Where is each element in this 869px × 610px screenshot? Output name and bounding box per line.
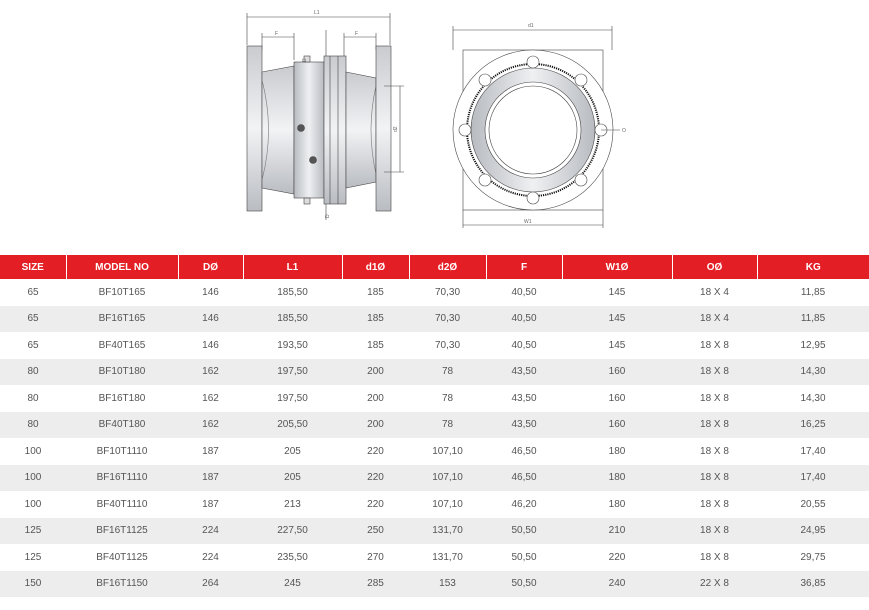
table-cell: 220 [342,465,409,492]
table-cell: BF10T1110 [96,445,148,457]
table-cell: 18 X 8 [672,412,757,439]
table-cell: 65 [0,306,66,333]
table-cell: 146 [202,286,219,298]
table-cell: 220 [367,498,384,510]
table-cell: 18 X 4 [672,306,757,333]
table-cell: 14,30 [800,392,826,404]
table-cell: BF16T1150 [66,571,178,598]
table-cell: BF16T180 [98,392,146,404]
side-view [247,13,404,220]
table-cell: 193,50 [277,339,308,351]
table-cell: 131,70 [409,518,486,545]
dim-f-right: F [355,31,359,37]
table-cell: 46,50 [511,445,537,457]
table-row [0,279,869,306]
table-cell: 18 X 8 [672,359,757,386]
table-cell: 50,50 [486,518,562,545]
table-cell: 36,85 [757,571,869,598]
table-cell: 22 X 8 [672,571,757,598]
table-cell: 153 [409,571,486,598]
table-cell: 70,30 [409,306,486,333]
table-row [0,332,869,359]
table-cell: 210 [562,518,672,545]
table-cell: 235,50 [277,551,308,563]
table-cell: 18 X 8 [700,339,729,351]
table-cell: 240 [562,571,672,598]
table-cell: 14,30 [757,359,869,386]
table-cell: 20,55 [800,498,826,510]
table-cell: 80 [0,359,66,386]
table-cell: 150 [0,571,66,598]
table-cell: 70,30 [434,286,461,298]
table-cell: 80 [27,392,39,404]
table-cell: 224 [202,551,219,563]
table-cell: BF10T180 [66,359,178,386]
table-cell: 18 X 8 [700,551,729,563]
table-cell: 205,50 [243,412,342,439]
table-cell: 18 X 8 [700,392,729,404]
table-cell: 205 [284,445,301,457]
table-cell: 200 [342,412,409,439]
table-cell: 180 [608,498,626,510]
table-cell: 285 [342,571,409,598]
table-cell: 185 [367,339,384,351]
table-row [0,518,869,545]
table-cell: 270 [367,551,384,563]
column-header: L1 [243,255,342,279]
table-cell: 200 [342,359,409,386]
table-cell: 65 [27,286,39,298]
table-cell: 50,50 [486,571,562,598]
table-cell: 213 [284,498,301,510]
table-row [0,491,869,518]
table-cell: 185 [367,286,384,298]
table-cell: 180 [608,445,626,457]
table-row [0,385,869,412]
technical-drawing [0,0,869,250]
table-cell: 185,50 [243,306,342,333]
column-header: MODEL NO [66,255,178,279]
table-row [0,544,869,571]
table-cell: BF16T1125 [66,518,178,545]
table-cell: 264 [178,571,243,598]
dim-w1: W1 [524,219,532,225]
table-cell: 200 [367,392,384,404]
table-cell: 24,95 [757,518,869,545]
spec-table [0,255,869,597]
dim-o: O [622,128,626,134]
table-cell: 145 [608,339,626,351]
table-cell: 17,40 [757,465,869,492]
dim-l1: L1 [314,10,320,16]
table-cell: 18 X 8 [672,518,757,545]
table-cell: 43,50 [486,412,562,439]
table-cell: 197,50 [277,392,308,404]
table-cell: BF40T165 [98,339,146,351]
table-cell: 100 [24,498,42,510]
table-cell: 197,50 [243,359,342,386]
table-cell: 40,50 [511,339,537,351]
table-cell: 70,30 [434,339,461,351]
table-cell: 43,50 [511,392,537,404]
table-cell: 162 [178,359,243,386]
table-cell: 18 X 8 [700,498,729,510]
table-cell: 185,50 [277,286,308,298]
table-cell: 18 X 4 [700,286,729,298]
table-cell: 145 [608,286,626,298]
table-cell: 107,10 [409,465,486,492]
table-cell: 125 [0,518,66,545]
table-cell: 80 [0,412,66,439]
table-header-row [0,255,869,279]
column-header: F [486,255,562,279]
dim-d-bottom: D [325,214,331,218]
table-cell: 11,85 [757,306,869,333]
table-cell: 162 [178,412,243,439]
table-cell: 180 [562,465,672,492]
table-cell: 160 [562,359,672,386]
table-cell: BF40T180 [66,412,178,439]
table-cell: 11,85 [800,286,826,298]
table-cell: 16,25 [757,412,869,439]
table-cell: 220 [367,445,384,457]
table-cell: 18 X 8 [700,445,729,457]
table-cell: 78 [409,359,486,386]
table-cell: 65 [27,339,39,351]
table-cell: 131,70 [432,551,463,563]
table-cell: 160 [562,412,672,439]
table-row [0,571,869,598]
table-cell: 46,50 [486,465,562,492]
table-cell: 145 [562,306,672,333]
table-cell: 18 X 8 [672,465,757,492]
table-row [0,465,869,492]
dim-f-left: F [275,31,279,37]
table-cell: BF16T1110 [66,465,178,492]
table-cell: 125 [24,551,42,563]
column-header: OØ [672,255,757,279]
table-cell: 107,10 [432,445,463,457]
table-cell: 100 [24,445,42,457]
table-row [0,306,869,333]
table-cell: 17,40 [800,445,826,457]
front-view [453,26,620,228]
table-cell: 187 [178,465,243,492]
table-cell: BF10T165 [98,286,146,298]
table-cell: 220 [608,551,626,563]
column-header: d1Ø [342,255,409,279]
table-cell: 224 [178,518,243,545]
dim-d1: d1 [528,23,534,29]
table-cell: 78 [441,392,454,404]
table-row [0,438,869,465]
table-cell: 185 [342,306,409,333]
table-cell: 245 [243,571,342,598]
table-cell: 46,20 [511,498,537,510]
column-header: DØ [178,255,243,279]
table-cell: 187 [202,445,219,457]
table-cell: 162 [202,392,219,404]
table-cell: 227,50 [243,518,342,545]
table-cell: 50,50 [511,551,537,563]
table-cell: 12,95 [800,339,826,351]
dim-d2: d2 [393,126,399,132]
table-cell: 146 [202,339,219,351]
table-cell: 187 [202,498,219,510]
column-header: W1Ø [562,255,672,279]
dim-d-top: D [302,58,308,62]
table-cell: BF16T165 [66,306,178,333]
table-cell: BF40T1125 [96,551,148,563]
table-cell: 146 [178,306,243,333]
table-cell: BF40T1110 [96,498,148,510]
table-row [0,359,869,386]
column-header: SIZE [0,255,66,279]
table-cell: 250 [342,518,409,545]
table-cell: 160 [608,392,626,404]
table-cell: 100 [0,465,66,492]
table-cell: 40,50 [511,286,537,298]
column-header: d2Ø [409,255,486,279]
table-cell: 29,75 [800,551,826,563]
table-cell: 43,50 [486,359,562,386]
table-cell: 40,50 [486,306,562,333]
column-header: KG [757,255,869,279]
table-cell: 107,10 [432,498,463,510]
table-cell: 78 [409,412,486,439]
table-row [0,412,869,439]
table-cell: 205 [243,465,342,492]
